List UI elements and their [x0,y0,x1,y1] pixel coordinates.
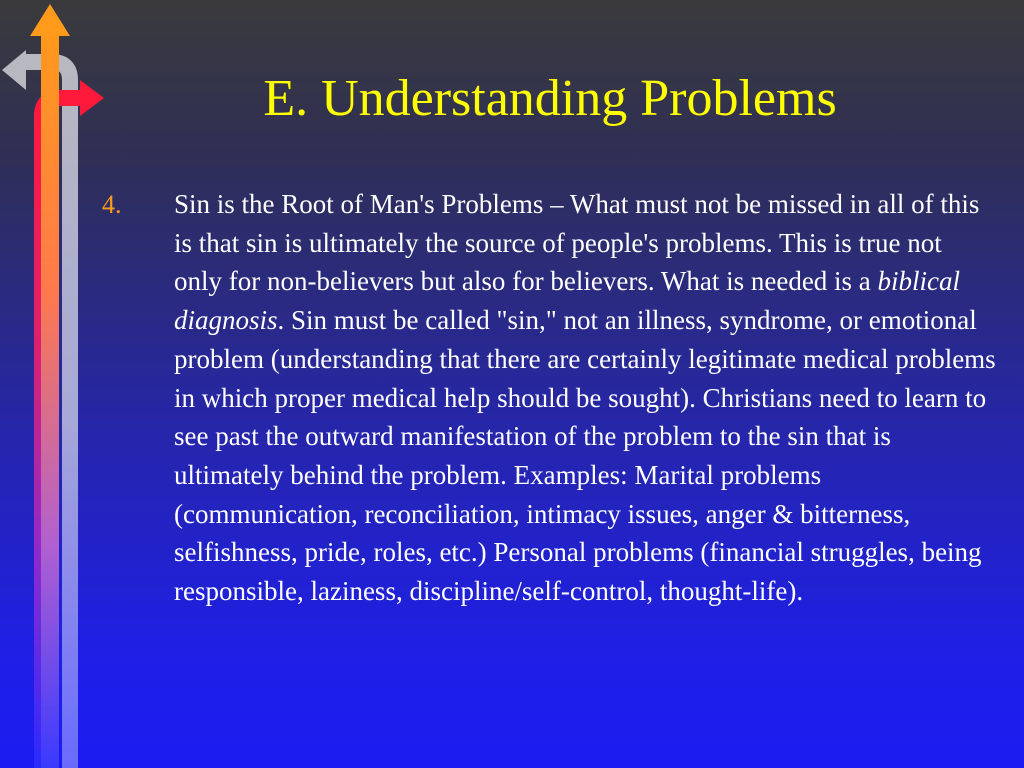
list-item-text-part-2: . Sin must be called "sin," not an illness, syndrome, or emotional problem (understanding that there are certainly legitimate medical problems in which proper medical help should be sought). Christians need to learn to see past the outward manifestation of the problem to the sin that is ultimately behind the problem. Examples: Marital problems (communication, reconciliation, intimacy issues, anger & bitterness, selfishness, pride, roles, etc.) Personal problems (financial struggles, being responsible, laziness, discipline/self-control, thought-life). [174,305,996,607]
slide-title: E. Understanding Problems [263,70,837,127]
list-item-text [174,185,996,611]
emphasis-biblical-diagnosis: biblical diagnosis [174,266,961,336]
list-item-number: 4. [102,190,122,219]
list-item-text-part-1: Sin is the Root of Man's Problems – What must not be missed in all of this is that sin is ultimately the source of people's problems. This is true not only for non-believers but also for believers. What is needed is a [174,189,980,297]
decorative-arrows [0,0,110,768]
